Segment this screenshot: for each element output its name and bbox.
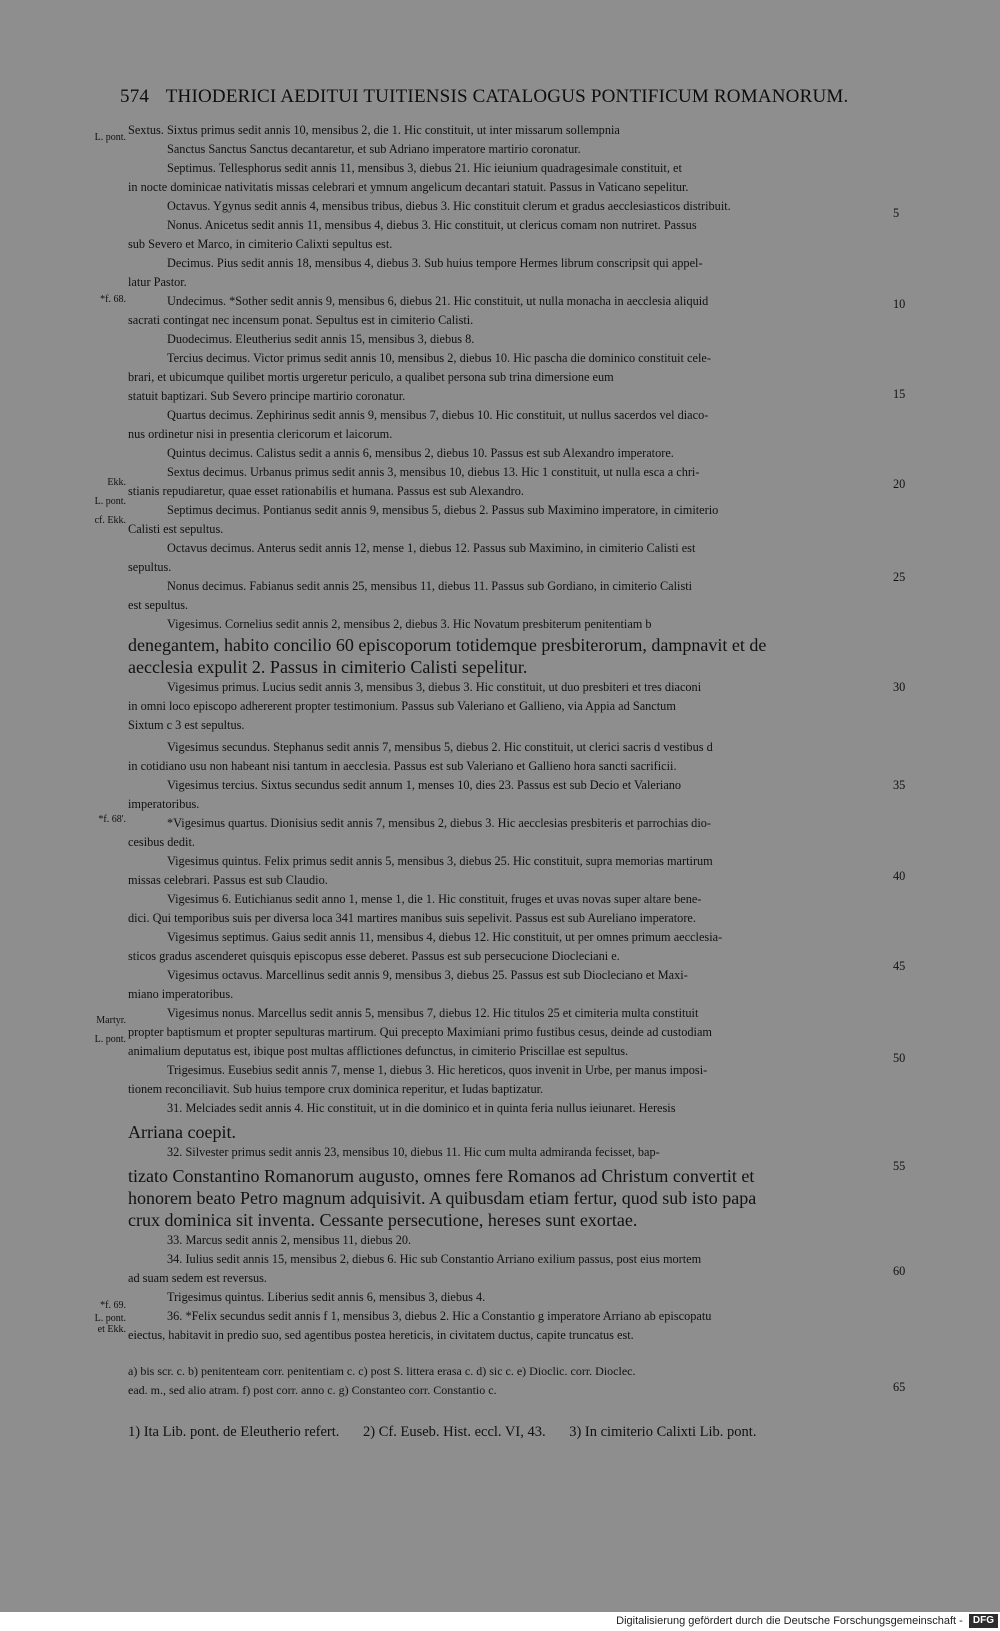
line-number: 20 xyxy=(893,477,906,491)
text-line: imperatoribus. xyxy=(128,797,200,811)
text-line: tizato Constantino Romanorum augusto, omnes fere Romanos ad Christum convertit et xyxy=(128,1166,755,1186)
text-line: Vigesimus primus. Lucius sedit annis 3, mensibus 3, diebus 3. Hic constituit, ut duo presbiteri et tres diaconi xyxy=(167,680,702,694)
text-line: est sepultus. xyxy=(128,598,189,612)
line-number: 40 xyxy=(893,869,906,883)
text-line: Calisti est sepultus. xyxy=(128,522,224,536)
text-line: nus ordinetur nisi in presentia clericorum et laicorum. xyxy=(128,427,393,441)
text-line: Vigesimus quintus. Felix primus sedit annis 5, mensibus 3, diebus 25. Hic constituit, supra memorias martirum xyxy=(167,854,713,868)
text-line: missas celebrari. Passus est sub Claudio. xyxy=(128,873,328,887)
dfg-footer xyxy=(616,1612,1000,1631)
footnote: 3) In cimiterio Calixti Lib. pont. xyxy=(569,1424,757,1440)
margin-label: et Ekk. xyxy=(97,1324,126,1335)
text-line: Sanctus Sanctus Sanctus decantaretur, et sub Adriano imperatore martirio coronatur. xyxy=(167,142,581,156)
text-line: tionem reconciliavit. Sub huius tempore crux dominica reperitur, et Iudas baptizatur. xyxy=(128,1082,544,1096)
line-number: 30 xyxy=(893,680,906,694)
text-line: ad suam sedem est reversus. xyxy=(128,1271,267,1285)
footer-text: Digitalisierung gefördert durch die Deutsche Forschungsgemeinschaft - xyxy=(616,1615,963,1627)
text-line: dici. Qui temporibus suis per diversa loca 341 martires manibus suis sepelivit. Passus est sub Aureliano imperatore. xyxy=(128,911,696,925)
line-number: 50 xyxy=(893,1051,906,1065)
page-title: THIODERICI AEDITUI TUITIENSIS CATALOGUS PONTIFICUM ROMANORUM. xyxy=(165,86,849,107)
margin-label: L. pont. xyxy=(94,132,126,143)
text-line: denegantem, habito concilio 60 episcoporum totidemque presbiterorum, dampnavit et de xyxy=(128,635,767,655)
text-line: crux dominica sit inventa. Cessante persecutione, hereses sunt exortae. xyxy=(128,1210,638,1230)
text-line: Quintus decimus. Calistus sedit a annis 6, mensibus 2, diebus 10. Passus est sub Alexandro imperatore. xyxy=(167,446,674,460)
text-line: 36. *Felix secundus sedit annis f 1, mensibus 3, diebus 2. Hic a Constantio g imperatore Arriano ab episcopatu xyxy=(167,1309,712,1323)
margin-label: Martyr. xyxy=(96,1015,126,1026)
line-number: 5 xyxy=(893,206,900,220)
text-line: Undecimus. *Sother sedit annis 9, mensibus 6, diebus 21. Hic constituit, ut nulla monacha in aecclesia aliquid xyxy=(167,294,709,308)
text-line: Vigesimus 6. Eutichianus sedit anno 1, mense 1, die 1. Hic constituit, fruges et uvas novas super altare bene- xyxy=(167,892,702,906)
margin-label: Ekk. xyxy=(107,477,126,488)
text-line: eiectus, habitavit in predio suo, sed agentibus postea hereticis, in civitatem ductus, capite truncatus est. xyxy=(128,1328,634,1342)
margin-label: *f. 68. xyxy=(100,294,126,305)
line-number: 35 xyxy=(893,778,906,792)
margin-label: *f. 68'. xyxy=(98,814,126,825)
text-line: animalium deputatus est, ibique post multas afflictiones defunctus, in cimiterio Priscillae est sepultus. xyxy=(128,1044,629,1058)
text-line: stianis repudiaretur, quae esset rationabilis et humana. Passus est sub Alexandro. xyxy=(128,484,524,498)
line-number: 25 xyxy=(893,570,906,584)
text-line: Trigesimus. Eusebius sedit annis 7, mense 1, diebus 3. Hic hereticos, quos invenit in Urbe, per manus imposi- xyxy=(167,1063,708,1077)
text-line: Nonus decimus. Fabianus sedit annis 25, mensibus 11, diebus 11. Passus sub Gordiano, in cimiterio Calisti xyxy=(167,579,693,593)
text-line: *Vigesimus quartus. Dionisius sedit annis 7, mensibus 2, diebus 3. Hic aecclesias presbiteris et parrochias dio- xyxy=(167,816,711,830)
text-line: sepultus. xyxy=(128,560,172,574)
text-line: honorem beato Petro magnum adquisivit. A quibusdam etiam fertur, quod sub isto papa xyxy=(128,1188,757,1208)
text-line: statuit baptizari. Sub Severo principe martirio coronatur. xyxy=(128,389,406,403)
text-line: in cotidiano usu non habeant nisi tantum in aecclesia. Passus est sub Valeriano et Gallieno hora sancti sacrificii. xyxy=(128,759,677,773)
text-line: Vigesimus septimus. Gaius sedit annis 11, mensibus 4, diebus 12. Hic constituit, ut per omnes primum aecclesia- xyxy=(167,930,723,944)
apparatus-line: a) bis scr. c. b) penitenteam corr. penitentiam c. c) post S. littera erasa c. d) sic c. e) Dioclic. corr. Dioclec. xyxy=(128,1364,636,1378)
text-line: in nocte dominicae nativitatis missas celebrari et ymnum angelicum decantari statuit. Passus in Vaticano sepelitur. xyxy=(128,180,689,194)
text-line: Vigesimus nonus. Marcellus sedit annis 5, mensibus 7, diebus 12. Hic titulos 25 et cimiteria multa constituit xyxy=(167,1006,699,1020)
footnotes xyxy=(128,1422,776,1442)
text-line: Sixtum c 3 est sepultus. xyxy=(128,718,245,732)
line-number: 60 xyxy=(893,1264,906,1278)
text-line: Septimus decimus. Pontianus sedit annis 9, mensibus 5, diebus 2. Passus sub Maximino imperatore, in cimiterio xyxy=(167,503,719,517)
text-line: Octavus. Ygynus sedit annis 4, mensibus tribus, diebus 3. Hic constituit clerum et gradus aecclesiasticos distribuit. xyxy=(167,199,731,213)
text-line: 34. Iulius sedit annis 15, mensibus 2, diebus 6. Hic sub Constantio Arriano exilium passus, post eius mortem xyxy=(167,1252,702,1266)
text-line: brari, et ubicumque quilibet mortis urgeretur periculo, a qualibet persona sub trina dimersione eum xyxy=(128,370,614,384)
text-line: sacrati contingat nec incensum ponat. Sepultus est in cimiterio Calisti. xyxy=(128,313,474,327)
text-line: in omni loco episcopo adhererent propter testimonium. Passus sub Valeriano et Gallieno, via Appia ad Sanctum xyxy=(128,699,676,713)
margin-label: L. pont. xyxy=(94,496,126,507)
footnote: 2) Cf. Euseb. Hist. eccl. VI, 43. xyxy=(363,1424,546,1440)
text-line: Octavus decimus. Anterus sedit annis 12, mense 1, diebus 12. Passus sub Maximino, in cimiterio Calisti est xyxy=(167,541,696,555)
line-number: 45 xyxy=(893,959,906,973)
text-line: cesibus dedit. xyxy=(128,835,195,849)
text-line: Quartus decimus. Zephirinus sedit annis 9, mensibus 7, diebus 10. Hic constituit, ut nullus sacerdos vel diaco- xyxy=(167,408,709,422)
text-line: Duodecimus. Eleutherius sedit annis 15, mensibus 3, diebus 8. xyxy=(167,332,475,346)
text-line: Sextus decimus. Urbanus primus sedit annis 3, mensibus 10, diebus 13. Hic 1 constituit, ut nulla esca a chri- xyxy=(167,465,700,479)
footnote: 1) Ita Lib. pont. de Eleutherio refert. xyxy=(128,1424,340,1440)
margin-label: L. pont. xyxy=(94,1034,126,1045)
text-line: miano imperatoribus. xyxy=(128,987,234,1001)
text-line: Septimus. Tellesphorus sedit annis 11, mensibus 3, diebus 21. Hic ieiunium quadragesimale constituit, et xyxy=(167,161,682,175)
text-line: Tercius decimus. Victor primus sedit annis 10, mensibus 2, diebus 10. Hic pascha die dominico constituit cele- xyxy=(167,351,711,365)
line-number: 55 xyxy=(893,1159,906,1173)
text-line: aecclesia expulit 2. Passus in cimiterio Calisti sepelitur. xyxy=(128,657,528,677)
text-line: 32. Silvester primus sedit annis 23, mensibus 10, diebus 11. Hic cum multa admiranda fecisset, bap- xyxy=(167,1145,660,1159)
page-number: 574 xyxy=(120,86,150,107)
line-number: 65 xyxy=(893,1380,906,1394)
text-line: Arriana coepit. xyxy=(128,1122,236,1142)
text-line: Vigesimus octavus. Marcellinus sedit annis 9, mensibus 3, diebus 25. Passus est sub Diocleciano et Maxi- xyxy=(167,968,688,982)
text-line: 31. Melciades sedit annis 4. Hic constituit, ut in die dominico et in quinta feria nullus ieiunaret. Heresis xyxy=(167,1101,676,1115)
margin-label: L. pont. xyxy=(94,1313,126,1324)
text-line: latur Pastor. xyxy=(128,275,187,289)
dfg-logo: DFG xyxy=(969,1614,998,1628)
text-line: Vigesimus secundus. Stephanus sedit annis 7, mensibus 5, diebus 2. Hic constituit, ut clerici sacris d vestibus d xyxy=(167,740,713,754)
text-line: 33. Marcus sedit annis 2, mensibus 11, diebus 20. xyxy=(167,1233,412,1247)
apparatus-line: ead. m., sed alio atram. f) post corr. anno c. g) Constanteo corr. Constantio c. xyxy=(128,1383,497,1397)
text-line: Vigesimus. Cornelius sedit annis 2, mensibus 2, diebus 3. Hic Novatum presbiterum penitentiam b xyxy=(167,617,652,631)
line-number: 10 xyxy=(893,297,906,311)
margin-label: *f. 69. xyxy=(100,1300,126,1311)
text-line: sub Severo et Marco, in cimiterio Calixti sepultus est. xyxy=(128,237,393,251)
text-line: Vigesimus tercius. Sixtus secundus sedit annum 1, menses 10, dies 23. Passus est sub Decio et Valeriano xyxy=(167,778,682,792)
margin-label: cf. Ekk. xyxy=(94,515,126,526)
text-line: Decimus. Pius sedit annis 18, mensibus 4, diebus 3. Sub huius tempore Hermes librum conscripsit qui appel- xyxy=(167,256,703,270)
text-line: sticos gradus ascenderet quisquis episcopus esse deberet. Passus est sub persecucione Diocleciani e. xyxy=(128,949,620,963)
line-number: 15 xyxy=(893,387,906,401)
text-line: Nonus. Anicetus sedit annis 11, mensibus 4, diebus 3. Hic constituit, ut clericus comam non nutriret. Passus xyxy=(167,218,697,232)
text-line: Sextus. Sixtus primus sedit annis 10, mensibus 2, die 1. Hic constituit, ut inter missarum sollempnia xyxy=(128,123,620,137)
text-line: propter baptismum et propter sepulturas martirum. Qui precepto Maximiani primo fustibus cesus, deinde ad custodiam xyxy=(128,1025,712,1039)
text-line: Trigesimus quintus. Liberius sedit annis 6, mensibus 3, diebus 4. xyxy=(167,1290,486,1304)
